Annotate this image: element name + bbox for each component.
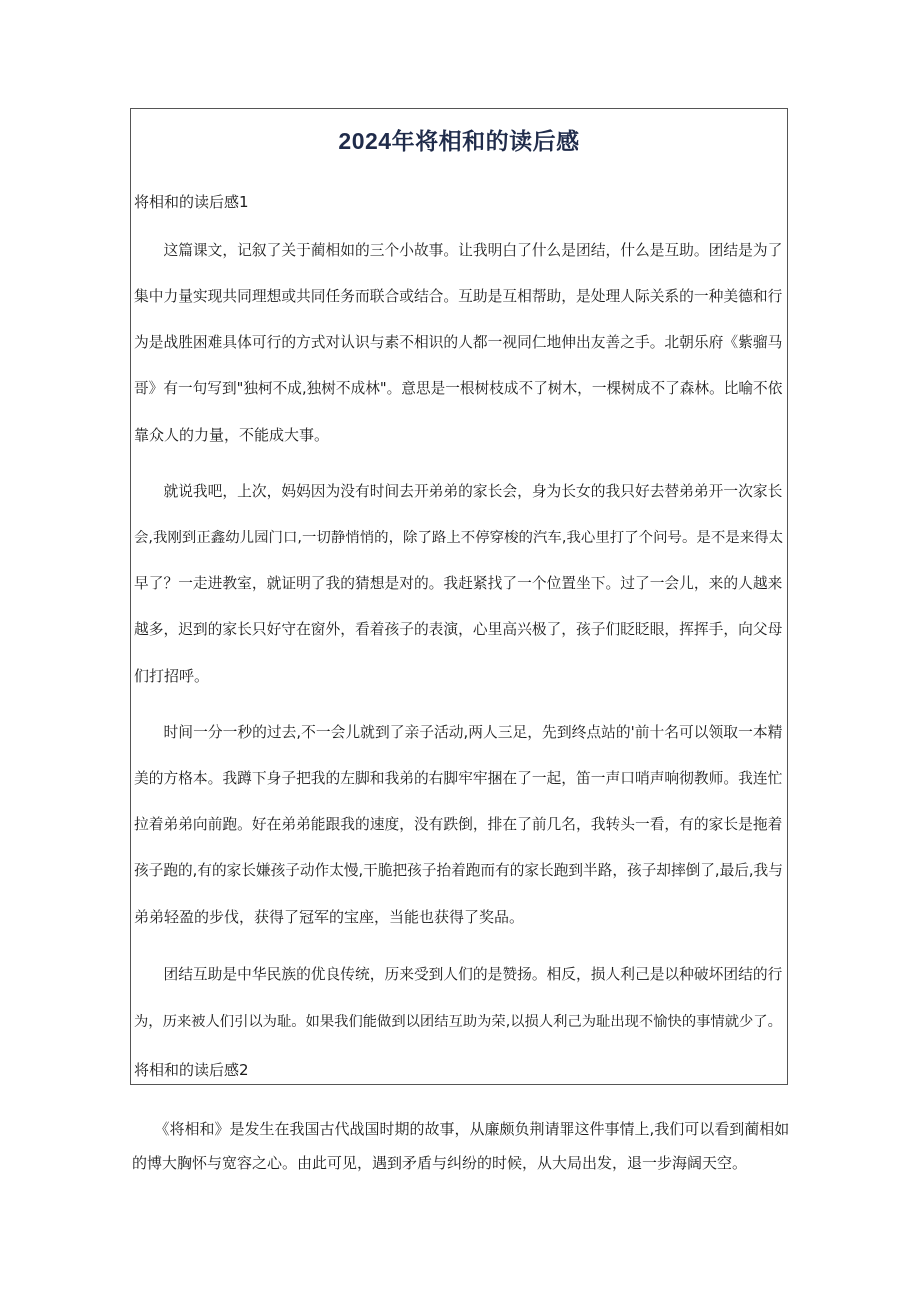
paragraph-line: 拉着弟弟向前跑。好在弟弟能跟我的速度，没有跌倒，排在了前几名，我转头一看，有的家长是拖着 [134,816,783,833]
paragraph-line: 集中力量实现共同理想或共同任务而联合或结合。互助是互相帮助，是处理人际关系的一种美德和行 [134,288,783,305]
section-heading-2: 将相和的读后感2 [134,1061,249,1079]
paragraph-line: 为是战胜困难具体可行的方式对认识与素不相识的人都一视同仁地伸出友善之手。北朝乐府《紫骝马 [134,334,783,351]
paragraph-line: 哥》有一句写到"独柯不成,独树不成林"。意思是一根树枝成不了树木，一棵树成不了森林。比喻不依 [134,380,783,397]
paragraph-line: 越多，迟到的家长只好守在窗外，看着孩子的表演，心里高兴极了，孩子们眨眨眼，挥挥手，向父母 [134,621,783,638]
paragraph-line: 靠众人的力量，不能成大事。 [134,426,330,444]
document-frame [130,108,788,1085]
paragraph-1 [134,241,786,445]
paragraph-line: 为，历来被人们引以为耻。如果我们能做到以团结互助为荣,以损人利己为耻出现不愉快的事情就少了。 [134,1014,782,1030]
paragraph-2 [134,482,786,686]
paragraph-line: 美的方格本。我蹲下身子把我的左脚和我弟的右脚牢牢捆在了一起，笛一声口哨声响彻教师。我连忙 [134,770,783,787]
paragraph-line: 就说我吧，上次，妈妈因为没有时间去开弟弟的家长会，身为长女的我只好去替弟弟开一次家长 [134,483,783,500]
section-heading-1: 将相和的读后感1 [134,193,249,211]
paragraph-line: 早了？一走进教室，就证明了我的猜想是对的。我赶紧找了一个位置坐下。过了一会儿，来的人越来 [134,575,783,592]
paragraph-3 [134,723,786,927]
paragraph-line: 团结互助是中华民族的优良传统，历来受到人们的是赞扬。相反，损人利己是以种破坏团结的行 [134,966,783,983]
paragraph-line: 孩子跑的,有的家长嫌孩子动作太慢,干脆把孩子抬着跑而有的家长跑到半路，孩子却摔倒了,最后,我与 [134,862,783,879]
paragraph-line: 《将相和》是发生在我国古代战国时期的故事，从廉颇负荆请罪这件事情上,我们可以看到蔺相如 [132,1120,790,1138]
outside-paragraph [132,1119,792,1173]
paragraph-line: 的博大胸怀与宽容之心。由此可见，遇到矛盾与纠纷的时候，从大局出发，退一步海阔天空。 [132,1154,748,1172]
paragraph-4 [134,965,786,1032]
paragraph-line: 会,我刚到正鑫幼儿园门口,一切静悄悄的，除了路上不停穿梭的汽车,我心里打了个问号。是不是来得太 [134,530,784,546]
paragraph-line: 这篇课文，记叙了关于蔺相如的三个小故事。让我明白了什么是团结，什么是互助。团结是为了 [134,242,783,259]
document-title: 2024年将相和的读后感 [338,128,580,154]
paragraph-line: 们打招呼。 [134,667,210,685]
paragraph-line: 弟弟轻盈的步伐，获得了冠军的宝座，当能也获得了奖品。 [134,908,525,926]
paragraph-line: 时间一分一秒的过去,不一会儿就到了亲子活动,两人三足，先到终点站的'前十名可以领取一本精 [134,724,783,741]
